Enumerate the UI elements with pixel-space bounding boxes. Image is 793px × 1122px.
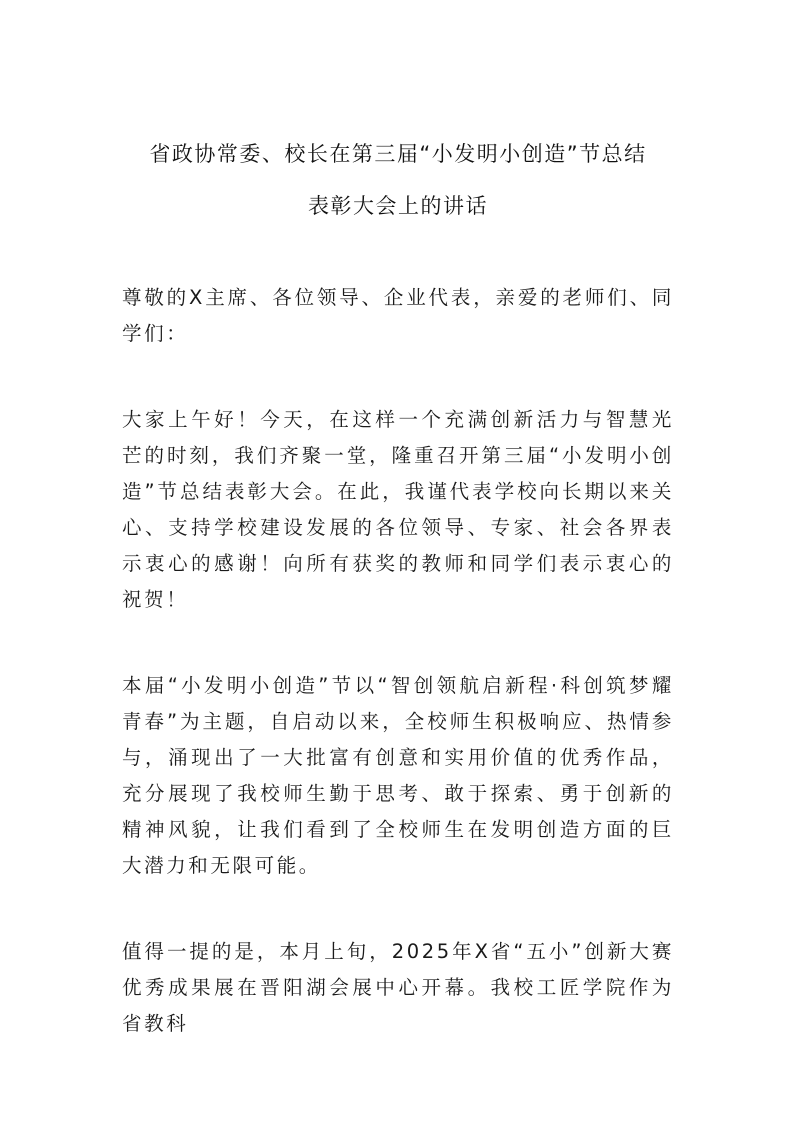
body-paragraph-exhibition: 值得一提的是，本月上旬，2025年X省“五小”创新大赛优秀成果展在晋阳湖会展中心开幕。我校工匠学院作为省教科	[122, 940, 674, 1035]
body-paragraph-theme: 本届“小发明小创造”节以“智创领航启新程·科创筑梦耀青春”为主题，自启动以来，全校师生积极响应、热情参与，涌现出了一大批富有创意和实用价值的优秀作品，充分展现了我校师生勤于思考、敢于探索、勇于创新的精神风貌，让我们看到了全校师生在发明创造方面的巨大潜力和无限可能。	[122, 674, 674, 877]
title-line-1: 省政协常委、校长在第三届“小发明小创造”节总结	[149, 142, 647, 166]
spacer	[122, 232, 674, 280]
spacer	[122, 618, 674, 668]
title-line-2: 表彰大会上的讲话	[308, 194, 488, 218]
spacer	[122, 352, 674, 402]
salutation-paragraph: 尊敬的X主席、各位领导、企业代表，亲爱的老师们、同学们：	[122, 286, 674, 345]
body-paragraph-greeting: 大家上午好！今天，在这样一个充满创新活力与智慧光芒的时刻，我们齐聚一堂，隆重召开第三届“小发明小创造”节总结表彰大会。在此，我谨代表学校向长期以来关心、支持学校建设发展的各位领导、专家、社会各界表示衷心的感谢！向所有获奖的教师和同学们表示衷心的祝贺！	[122, 408, 674, 611]
spacer	[122, 884, 674, 934]
document-page	[122, 128, 674, 1042]
document-title	[122, 128, 674, 232]
